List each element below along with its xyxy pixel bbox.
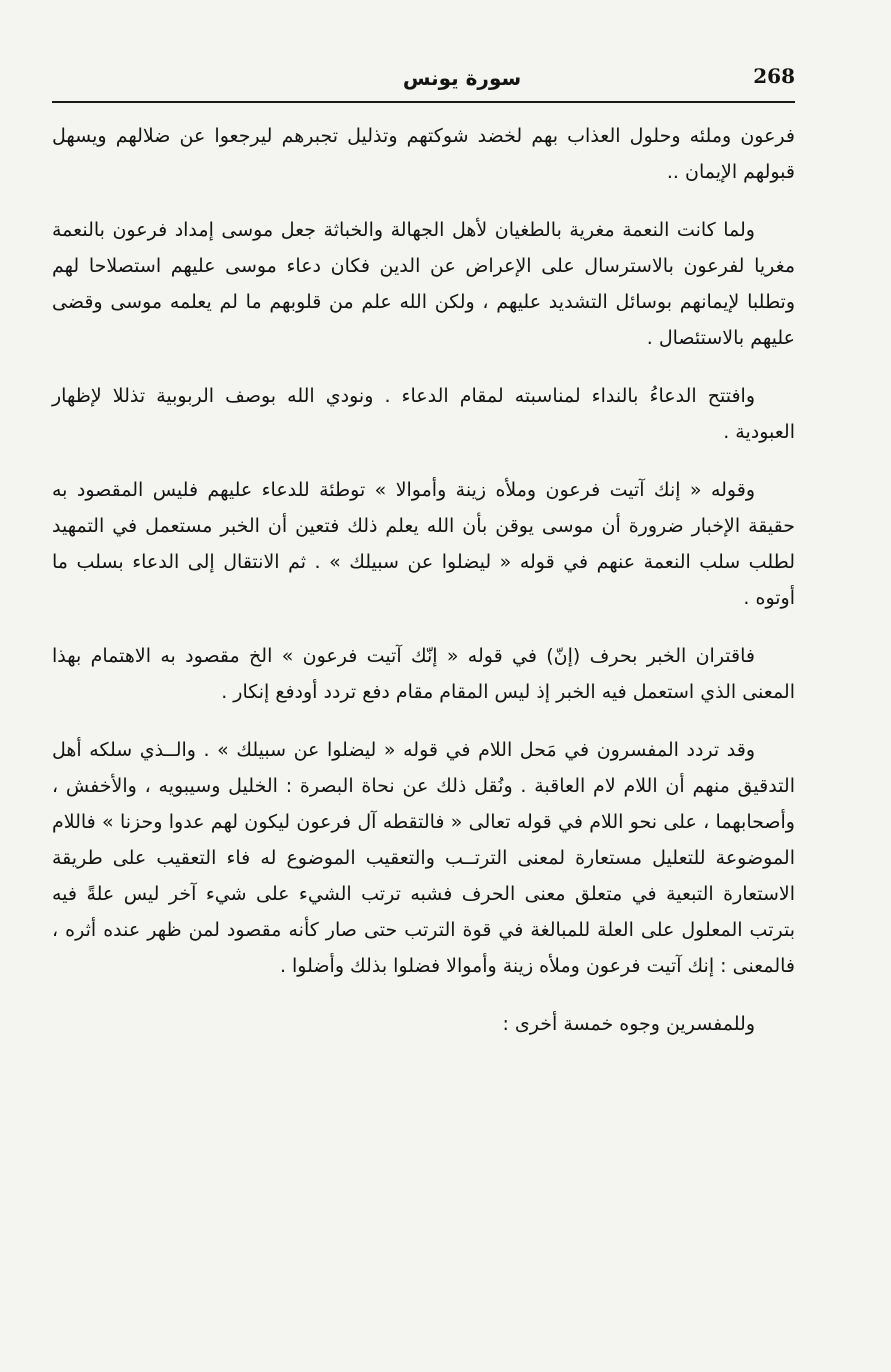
- paragraph: فاقتران الخبر بحرف (إنّ) في قوله « إنّك آتيت فرعون » الخ مقصود به الاهتمام بهذا المعنى الذي استعمل فيه الخبر إذ ليس المقام مقام دفع تردد أودفع إنكار .: [52, 645, 795, 703]
- paragraph: وقد تردد المفسرون في مَحل اللام في قوله « ليضلوا عن سبيلك » . والــذي سلكه أهل التدقيق منهم أن اللام لام العاقبة . ونُقل ذلك عن نحاة البصرة : الخليل وسيبويه ، والأخفش ، وأصحابهما ، على نحو اللام في قوله تعالى « فالتقطه آل فرعون ليكون لهم عدوا وحزنا » فاللام الموضوعة للتعليل مستعارة لمعنى الترتــب والتعقيب الموضوع له فاء التعقيب على طريقة الاستعارة التبعية في متعلق معنى الحرف فشبه ترتب الشيء على شيء آخر ليس علةً فيه بترتب المعلول على العلة للمبالغة في قوة الترتب حتى صار كأنه مقصود لمن ظهر عنده أثره ، فالمعنى : إنك آتيت فرعون وملأه زينة وأموالا فضلوا بذلك وأضلوا .: [52, 739, 795, 977]
- paragraph: وافتتح الدعاءُ بالنداء لمناسبته لمقام الدعاء . ونودي الله بوصف الربوبية تذللا لإظهار العبودية .: [52, 385, 795, 443]
- paragraph: ولما كانت النعمة مغرية بالطغيان لأهل الجهالة والخباثة جعل موسى إمداد فرعون بالنعمة مغريا لفرعون بالاسترسال على الإعراض عن الدين فكان دعاء موسى عليهم استصلاحا لهم وتطلبا لإيمانهم بوسائل التشديد عليهم ، ولكن الله علم من قلوبهم ما لم يعلمه موسى وقضى عليهم بالاستئصال .: [52, 219, 795, 349]
- paragraph: وقوله « إنك آتيت فرعون وملأه زينة وأموالا » توطئة للدعاء عليهم فليس المقصود به حقيقة الإخبار ضرورة أن موسى يوقن بأن الله يعلم ذلك فتعين أن الخبر مستعمل في التمهيد لطلب سلب النعمة عنهم في قوله « ليضلوا عن سبيلك » . ثم الانتقال إلى الدعاء بسلب ما أوتوه .: [52, 479, 795, 609]
- paragraph: فرعون وملئه وحلول العذاب بهم لخضد شوكتهم وتذليل تجبرهم ليرجعوا عن ضلالهم ويسهل قبولهم الإيمان ..: [52, 125, 795, 183]
- header-rule: [52, 101, 795, 103]
- paragraph: وللمفسرين وجوه خمسة أخرى :: [502, 1013, 755, 1035]
- page-number: 268: [753, 64, 795, 88]
- body-text: [52, 118, 795, 1064]
- page-header: [52, 62, 795, 102]
- running-title: سورة يونس: [402, 66, 522, 90]
